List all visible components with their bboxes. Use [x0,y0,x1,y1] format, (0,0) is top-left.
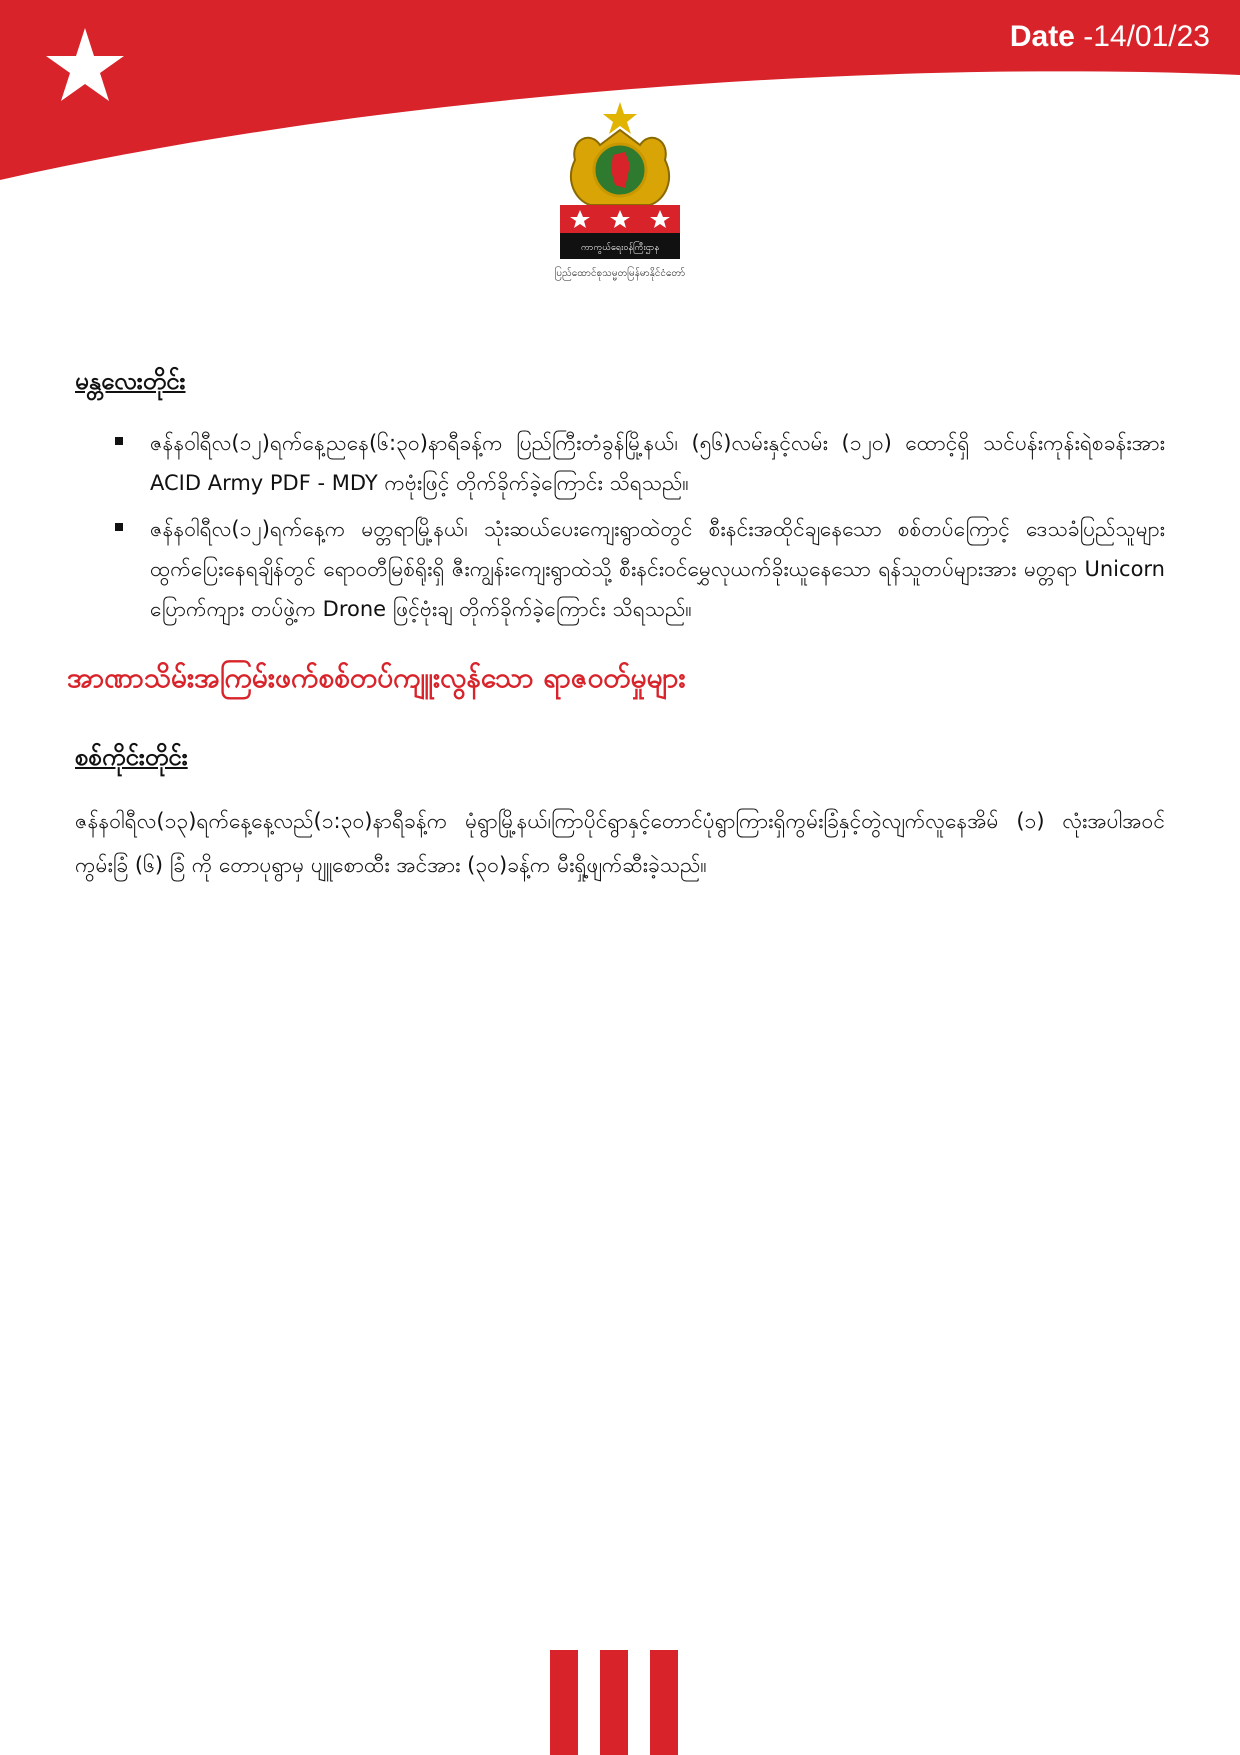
list-item-text: ဇန်နဝါရီလ(၁၂)ရက်နေ့ညနေ(၆:၃၀)နာရီခန့်က ပြည်ကြီးတံခွန်မြို့နယ်၊ (၅၆)လမ်းနှင့်လမ်း (၁၂၀) ထောင့်ရှိ သင်ပန်းကုန်းရဲစခန်းအား ACID Army PDF - MDY ကဗုံးဖြင့် တိုက်ခိုက်ခဲ့ကြောင်း သိရသည်။ [150,431,1165,495]
date-stamp [1010,20,1210,54]
list-item-text: ဇန်နဝါရီလ(၁၂)ရက်နေ့က မတ္တရာမြို့နယ်၊ သုံးဆယ်ပေးကျေးရွာထဲတွင် စီးနင်းအထိုင်ချနေသော စစ်တပ်ကြောင့် ဒေသခံပြည်သူများ ထွက်ပြေးနေရချိန်တွင် ရောဝတီမြစ်ရိုးရှိ ဇီးကျွန်းကျေးရွာထဲသို့ စီးနင်းဝင်မွှေလုယက်ခိုးယူနေသော ရန်သူတပ်များအား မတ္တရာ Unicorn ပြောက်ကျား တပ်ဖွဲ့က Drone ဖြင့်ဗုံးချ တိုက်ခိုက်ခဲ့ကြောင်း သိရသည်။ [150,517,1165,621]
region-heading-sagaing: စစ်ကိုင်းတိုင်း [75,743,188,771]
region-heading-mandalay: မန္တလေးတိုင်း [75,367,186,395]
crimes-heading: အာဏာသိမ်းအကြမ်းဖက်စစ်တပ်ကျူးလွန်သော ရာဇဝတ်မှုများ [67,661,686,694]
footer-stripes-icon [550,1650,680,1755]
bullet-icon [115,437,123,445]
mandalay-bullet-list [75,423,1165,629]
date-label: Date [1009,20,1075,53]
list-item [75,509,1165,629]
emblem-banner-text: ကာကွယ်ရေးဝန်ကြီးဌာန [580,243,660,253]
list-item [75,423,1165,503]
crime-report-paragraph: ဇန်နဝါရီလ(၁၃)ရက်နေ့နေ့လည်(၁:၃၀)နာရီခန့်က မုံရွာမြို့နယ်၊ကြာပိုင်ရွာနှင့်တောင်ပုံရွာကြားရှိကွမ်းခြံနှင့်တွဲလျက်လူနေအိမ် (၁) လုံးအပါအဝင် ကွမ်းခြံ (၆) ခြံ ကို တောပုရွာမှ ပျူစောထီး အင်အား (၃၀)ခန့်က မီးရှို့ဖျက်ဆီးခဲ့သည်။ [75,809,1165,877]
emblem-caption: ပြည်ထောင်စုသမ္မတမြန်မာနိုင်ငံတော် [554,268,686,279]
date-value: -14/01/23 [1083,20,1210,53]
bullet-icon [115,523,123,531]
state-emblem-icon [555,100,685,290]
report-content [67,365,1165,887]
